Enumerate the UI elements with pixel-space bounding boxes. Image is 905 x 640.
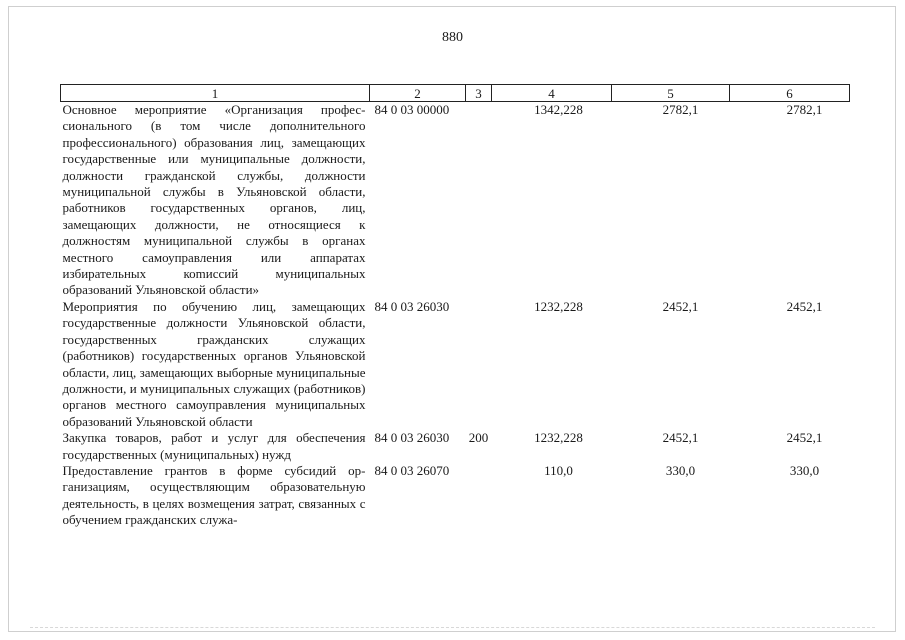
row-code: 84 0 03 26070: [374, 462, 450, 478]
page-number: 880: [442, 30, 463, 45]
header-col-4: 4: [492, 85, 612, 102]
row-value-5: 2452,1: [662, 430, 699, 446]
table-row: [61, 299, 850, 430]
row-vr: [466, 299, 492, 430]
header-col-2: 2: [370, 85, 466, 102]
row-vr: [466, 102, 492, 299]
header-col-1: 1: [61, 85, 370, 102]
row-vr: 200: [468, 430, 489, 446]
row-value-4: 1232,228: [534, 298, 583, 314]
row-value-6: 2452,1: [786, 430, 823, 446]
header-col-3: 3: [466, 85, 492, 102]
table-body: [61, 102, 850, 529]
row-name: Предоставление грантов в форме субсидий организациям, осуществляющим образовательную деятельность, в целях возмещения затрат, связанных с обучением гражданских служа-: [62, 462, 366, 528]
row-value-4: 1342,228: [534, 102, 583, 117]
row-value-5: 2782,1: [662, 102, 699, 117]
scan-edge: [30, 627, 875, 628]
row-value-6: 330,0: [789, 462, 820, 478]
header-col-5: 5: [612, 85, 730, 102]
header-col-6: 6: [730, 85, 850, 102]
table-row: [61, 463, 850, 529]
row-value-6: 2452,1: [786, 298, 823, 314]
row-code: 84 0 03 26030: [374, 298, 450, 314]
row-value-5: 2452,1: [662, 298, 699, 314]
row-name: Мероприятия по обучению лиц, замещающих государственные должности Ульяновской области, государственных гражданских служащих (работников) государственных органов Ульяновской области, лиц, замещающих выборные муниципальные должности, и муниципальных служащих (работников) органов местного самоуправления муниципальных образований Ульяновской области: [62, 298, 366, 429]
budget-table: [60, 84, 850, 529]
table-row: [61, 102, 850, 299]
row-value-4: 1232,228: [534, 430, 583, 446]
header-row: [61, 85, 850, 102]
table-header: [61, 85, 850, 102]
row-value-4: 110,0: [544, 462, 573, 478]
row-value-5: 330,0: [665, 462, 696, 478]
row-name: Закупка товаров, работ и услуг для обеспечения государственных (муниципальных) нужд: [62, 430, 366, 462]
row-name: Основное мероприятие «Организация профессионального (в том числе дополнительного профессионального) образования лиц, замещающих государственные или муниципальные должности, должности гражданской службы, должности муниципальной службы в Ульяновской области, работников государственных органов, лиц, замещающих должности, не относящиеся к должностям муниципальной службы в органах местного самоуправления или аппаратах избирательных коmиссий муниципальных образований Ульяновской области»: [62, 102, 366, 298]
table-row: [61, 430, 850, 463]
row-value-6: 2782,1: [786, 102, 823, 117]
row-code: 84 0 03 00000: [374, 102, 450, 117]
row-code: 84 0 03 26030: [374, 430, 450, 446]
row-vr: [466, 463, 492, 529]
